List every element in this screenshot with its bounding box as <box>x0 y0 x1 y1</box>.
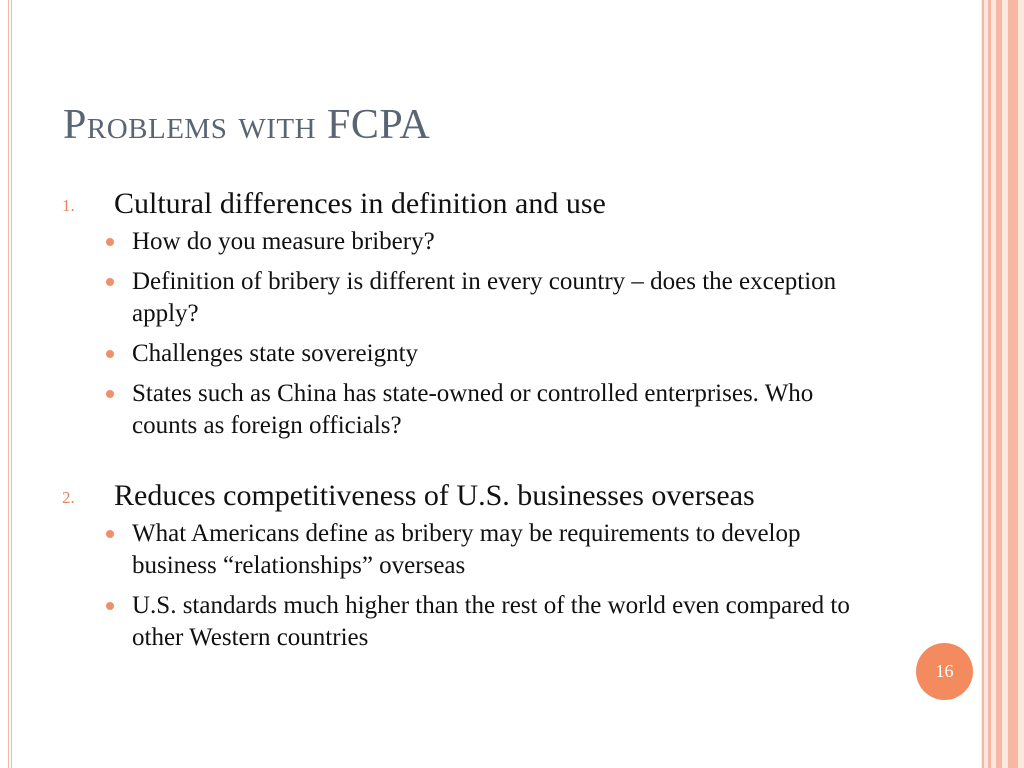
left-frame-line <box>8 0 9 768</box>
bullet-text: States such as China has state-owned or controlled enterprises. Who counts as foreign officials? <box>132 380 814 439</box>
slide-content <box>62 186 852 662</box>
bullet-item <box>104 266 852 330</box>
bullet-icon <box>104 378 132 398</box>
bullet-text: Challenges state sovereignty <box>132 340 419 367</box>
right-frame-line <box>1008 0 1018 768</box>
bullet-item <box>104 378 852 442</box>
bullet-icon <box>104 518 132 538</box>
bullet-text: What Americans define as bribery may be requirements to develop business “relationships” overseas <box>132 520 801 579</box>
numbered-item <box>62 186 852 222</box>
numbered-item <box>62 478 852 514</box>
bullet-icon <box>104 226 132 246</box>
bullet-item <box>104 338 852 370</box>
bullet-item <box>104 226 852 258</box>
bullet-text: U.S. standards much higher than the rest of the world even compared to other Western countries <box>132 592 850 651</box>
bullet-item <box>104 590 852 654</box>
page-number-badge: 16 <box>916 643 973 700</box>
left-frame-line <box>11 0 12 768</box>
bullet-item <box>104 518 852 582</box>
right-frame-line <box>982 0 984 768</box>
bullet-list <box>104 518 852 654</box>
slide-title: Problems with FCPA <box>63 102 431 148</box>
item-heading: Reduces competitiveness of U.S. businesses overseas <box>114 479 755 512</box>
item-number: 1. <box>62 196 75 215</box>
bullet-icon <box>104 590 132 610</box>
right-frame-line <box>996 0 1002 768</box>
item-number: 2. <box>62 488 75 507</box>
section-spacer <box>62 450 852 478</box>
bullet-text: Definition of bribery is different in every country – does the exception apply? <box>132 268 837 327</box>
bullet-icon <box>104 338 132 358</box>
right-frame-line <box>988 0 991 768</box>
bullet-text: How do you measure bribery? <box>132 228 435 255</box>
bullet-list <box>104 226 852 442</box>
item-heading: Cultural differences in definition and use <box>114 187 606 220</box>
bullet-icon <box>104 266 132 286</box>
